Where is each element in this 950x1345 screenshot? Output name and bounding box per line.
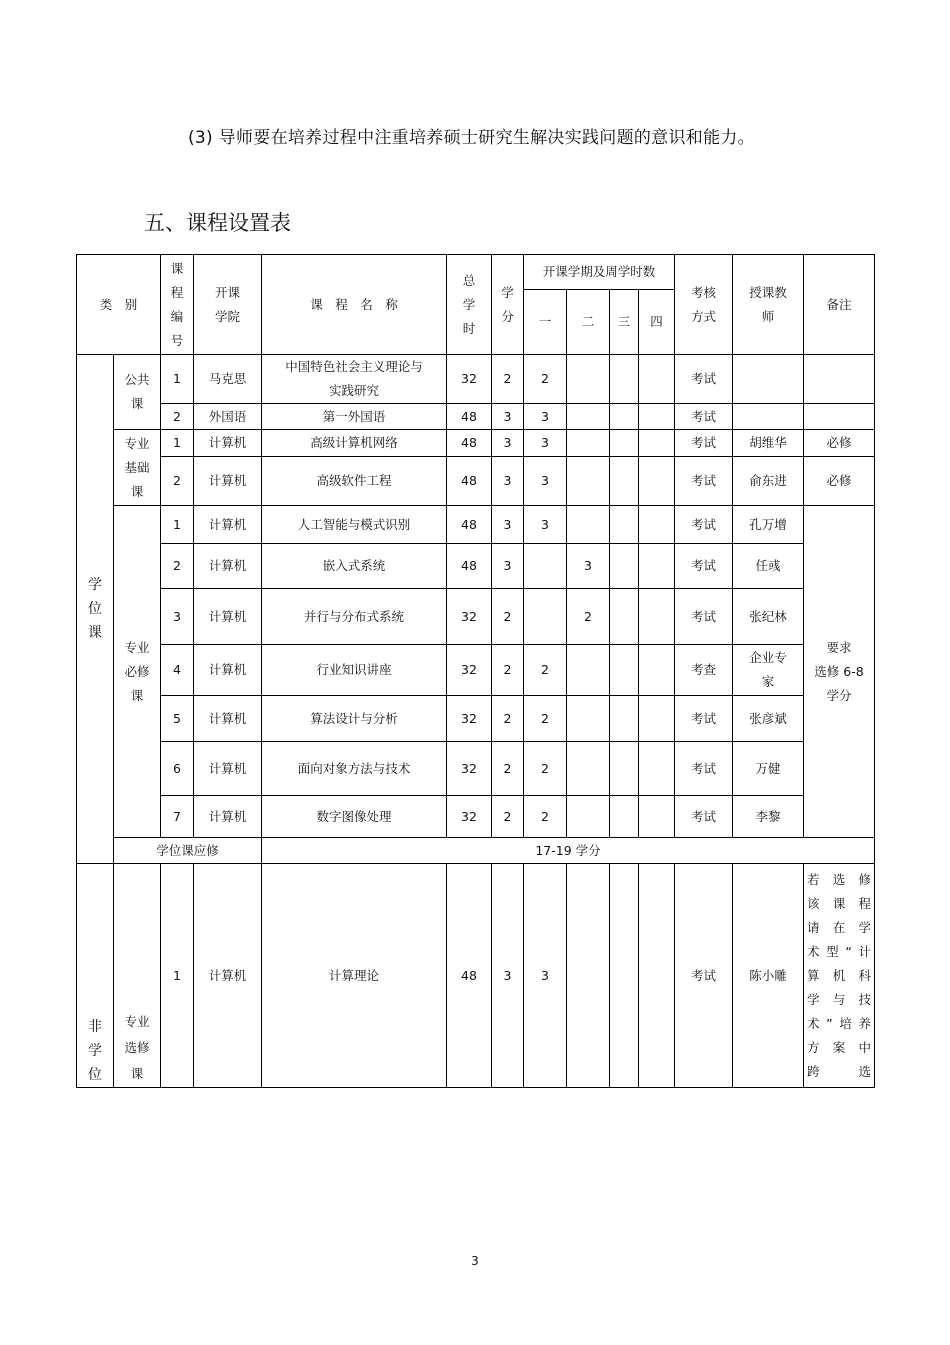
cell-course-name	[262, 355, 447, 404]
cell-college: 计算机	[194, 696, 262, 742]
cell-line: 嵌入式系统	[322, 558, 386, 573]
cell-semester-2-hours	[567, 796, 610, 838]
table-row	[77, 404, 875, 430]
text-line: 号	[170, 332, 184, 348]
header-semester-4: 四	[639, 290, 675, 355]
text-line: 开课	[214, 284, 240, 300]
text-line: 选修 6-8	[814, 663, 864, 679]
cell-semester-3-hours	[610, 696, 639, 742]
header-category: 类 别	[77, 255, 161, 355]
text-line: 位	[88, 1067, 102, 1083]
cell-total-hours: 32	[447, 696, 492, 742]
cell-line: 陈小雕	[749, 967, 787, 983]
cell-credits: 2	[492, 742, 524, 796]
header-total-hours	[447, 255, 492, 355]
text-line: 方式	[690, 308, 716, 324]
cell-line: 行业知识讲座	[316, 662, 392, 677]
cell-exam-method: 考试	[675, 355, 733, 404]
cell-course-code: 4	[161, 645, 194, 696]
cell-semester-4-hours	[639, 645, 675, 696]
cell-line: 高级计算机网络	[310, 435, 398, 450]
cell-semester-1-hours: 2	[524, 742, 567, 796]
cell-semester-1-hours: 3	[524, 404, 567, 430]
cell-course-name	[262, 645, 447, 696]
cell-line: 任彧	[755, 558, 781, 573]
cell-line: 若选修	[807, 871, 871, 887]
cell-line: 第一外国语	[322, 408, 386, 424]
cell-teacher	[733, 696, 804, 742]
text-line: 课	[170, 260, 184, 276]
cell-course-name	[262, 457, 447, 506]
cell-college: 计算机	[194, 506, 262, 544]
degree-total-row	[77, 838, 875, 864]
text-line: 课	[130, 1066, 144, 1081]
cell-course-code: 5	[161, 696, 194, 742]
header-code	[161, 255, 194, 355]
text-line: 学	[88, 1043, 102, 1059]
cell-semester-3-hours	[610, 864, 639, 1088]
table-row	[77, 796, 875, 838]
cell-line: 术型“计	[807, 943, 871, 959]
cell-course-name	[262, 796, 447, 838]
cell-semester-2-hours: 3	[567, 544, 610, 589]
cell-line: 并行与分布式系统	[303, 608, 404, 624]
cell-credits: 3	[492, 544, 524, 589]
cell-teacher	[733, 506, 804, 544]
text-line: 时	[462, 320, 476, 336]
cell-semester-1-hours	[524, 544, 567, 589]
header-remark: 备注	[804, 255, 875, 355]
cell-semester-3-hours	[610, 589, 639, 645]
cell-semester-1-hours: 3	[524, 864, 567, 1088]
degree-total-value: 17-19 学分	[262, 838, 875, 864]
cell-course-code: 1	[161, 506, 194, 544]
table-row	[77, 506, 875, 544]
header-teacher	[733, 255, 804, 355]
text-line: 课	[130, 687, 144, 703]
table-row	[77, 645, 875, 696]
table-row	[77, 742, 875, 796]
cell-teacher	[733, 864, 804, 1088]
cell-semester-4-hours	[639, 506, 675, 544]
cell-course-name	[262, 506, 447, 544]
cell-college: 计算机	[194, 589, 262, 645]
text-line: 专业	[124, 639, 150, 655]
cell-line: 万健	[755, 760, 781, 776]
cell-credits: 3	[492, 864, 524, 1088]
cell-total-hours: 32	[447, 589, 492, 645]
text-line: 授课教	[749, 284, 787, 300]
cell-exam-method: 考试	[675, 796, 733, 838]
text-line: 专业	[124, 435, 150, 451]
text-line: 课	[130, 396, 144, 411]
cell-total-hours: 32	[447, 742, 492, 796]
cell-exam-method: 考试	[675, 864, 733, 1088]
text-line: 学	[501, 284, 514, 300]
cell-teacher	[733, 742, 804, 796]
text-line: 课	[88, 625, 102, 641]
table-row	[77, 457, 875, 506]
cell-credits: 2	[492, 355, 524, 404]
table-row	[77, 430, 875, 457]
cell-line: 跨选	[807, 1063, 871, 1079]
cell-total-hours: 48	[447, 506, 492, 544]
text-line: 考核	[690, 284, 716, 300]
cell-course-code: 7	[161, 796, 194, 838]
header-college	[194, 255, 262, 355]
cell-total-hours: 32	[447, 355, 492, 404]
intro-paragraph: (3) 导师要在培养过程中注重培养硕士研究生解决实践问题的意识和能力。	[188, 128, 755, 148]
cell-semester-1-hours: 3	[524, 430, 567, 457]
cell-semester-3-hours	[610, 355, 639, 404]
cell-teacher	[733, 404, 804, 430]
cell-semester-2-hours	[567, 506, 610, 544]
cell-exam-method: 考试	[675, 589, 733, 645]
cell-exam-method: 考试	[675, 696, 733, 742]
cell-remark	[804, 355, 875, 404]
text-line: 学	[88, 577, 102, 593]
cell-exam-method: 考试	[675, 457, 733, 506]
cell-college: 计算机	[194, 645, 262, 696]
cell-line: 张纪林	[749, 608, 787, 624]
header-semester-2: 二	[567, 290, 610, 355]
cell-semester-3-hours	[610, 645, 639, 696]
cell-semester-4-hours	[639, 696, 675, 742]
cell-college: 计算机	[194, 430, 262, 457]
cell-credits: 3	[492, 430, 524, 457]
cell-line: 该课程	[807, 895, 871, 911]
text-line: 必修	[124, 663, 150, 679]
cell-semester-3-hours	[610, 404, 639, 430]
cell-college: 马克思	[194, 355, 262, 404]
cell-semester-1-hours: 3	[524, 506, 567, 544]
cell-exam-method: 考试	[675, 544, 733, 589]
cell-exam-method: 考试	[675, 404, 733, 430]
cell-course-name	[262, 404, 447, 430]
group-non-degree-course	[77, 864, 114, 1088]
group-basic-course	[114, 430, 161, 506]
cell-semester-3-hours	[610, 544, 639, 589]
cell-exam-method: 考试	[675, 506, 733, 544]
cell-line: 计算理论	[328, 967, 379, 983]
text-line: 课	[130, 483, 144, 499]
cell-line: 算机科	[807, 967, 871, 983]
cell-total-hours: 48	[447, 404, 492, 430]
text-line: 总	[462, 272, 476, 288]
cell-semester-2-hours	[567, 645, 610, 696]
cell-semester-1-hours: 2	[524, 796, 567, 838]
table-row	[77, 864, 875, 1088]
header-semester-title: 开课学期及周学时数	[524, 255, 675, 290]
cell-teacher	[733, 355, 804, 404]
cell-course-name	[262, 589, 447, 645]
cell-semester-4-hours	[639, 355, 675, 404]
cell-course-name	[262, 696, 447, 742]
cell-total-hours: 48	[447, 544, 492, 589]
header-exam-method	[675, 255, 733, 355]
cell-exam-method: 考试	[675, 742, 733, 796]
cell-semester-4-hours	[639, 544, 675, 589]
cell-line: 人工智能与模式识别	[297, 516, 411, 532]
cell-remark	[804, 404, 875, 430]
cell-college: 计算机	[194, 457, 262, 506]
cell-semester-4-hours	[639, 430, 675, 457]
cell-line: 数字图像处理	[316, 808, 392, 824]
cell-semester-2-hours	[567, 355, 610, 404]
text-line: 专业	[124, 1014, 150, 1029]
text-line: 师	[761, 308, 775, 324]
table-row	[77, 589, 875, 645]
cell-line: 算法设计与分析	[310, 710, 398, 726]
cell-semester-3-hours	[610, 430, 639, 457]
text-line: 公共	[124, 372, 150, 387]
cell-line: 企业专	[749, 650, 787, 665]
cell-line: 家	[761, 674, 775, 689]
group-required-course	[114, 506, 161, 838]
header-credit	[492, 255, 524, 355]
cell-semester-3-hours	[610, 742, 639, 796]
cell-line: 俞东进	[749, 473, 787, 488]
cell-college: 计算机	[194, 544, 262, 589]
cell-credits: 2	[492, 645, 524, 696]
page-number: 3	[471, 1254, 479, 1268]
cell-semester-2-hours	[567, 404, 610, 430]
group-degree-course	[77, 355, 114, 864]
cell-course-code: 1	[161, 430, 194, 457]
cell-credits: 2	[492, 796, 524, 838]
cell-semester-3-hours	[610, 506, 639, 544]
text-line: 学	[462, 296, 476, 312]
text-line: 分	[501, 308, 514, 324]
cell-total-hours: 48	[447, 457, 492, 506]
cell-remark: 必修	[804, 457, 875, 506]
cell-semester-2-hours	[567, 696, 610, 742]
cell-course-code: 6	[161, 742, 194, 796]
cell-course-code: 2	[161, 544, 194, 589]
required-remark	[804, 506, 875, 838]
cell-college: 计算机	[194, 742, 262, 796]
cell-semester-4-hours	[639, 404, 675, 430]
cell-semester-4-hours	[639, 796, 675, 838]
text-line: 学分	[826, 687, 852, 703]
cell-course-name	[262, 544, 447, 589]
group-public-course	[114, 355, 161, 430]
text-line: 编	[170, 308, 184, 324]
cell-semester-2-hours	[567, 457, 610, 506]
cell-semester-2-hours	[567, 742, 610, 796]
cell-course-code: 3	[161, 589, 194, 645]
cell-college: 计算机	[194, 796, 262, 838]
cell-course-name	[262, 864, 447, 1088]
cell-credits: 2	[492, 589, 524, 645]
cell-semester-1-hours: 2	[524, 355, 567, 404]
degree-total-label: 学位课应修	[114, 838, 262, 864]
table-row	[77, 544, 875, 589]
cell-credits: 3	[492, 457, 524, 506]
cell-credits: 2	[492, 696, 524, 742]
section-title: 五、课程设置表	[144, 211, 291, 235]
cell-course-code: 1	[161, 355, 194, 404]
text-line: 选修	[124, 1040, 150, 1055]
cell-semester-4-hours	[639, 457, 675, 506]
cell-semester-1-hours: 2	[524, 696, 567, 742]
cell-total-hours: 48	[447, 864, 492, 1088]
cell-course-code: 1	[161, 864, 194, 1088]
cell-college: 计算机	[194, 864, 262, 1088]
cell-teacher	[733, 457, 804, 506]
cell-credits: 3	[492, 506, 524, 544]
course-table	[76, 254, 875, 1088]
cell-line: 学与技	[807, 991, 871, 1007]
cell-total-hours: 32	[447, 796, 492, 838]
cell-college: 外国语	[194, 404, 262, 430]
group-elective-course	[114, 864, 161, 1088]
cell-credits: 3	[492, 404, 524, 430]
table-row	[77, 355, 875, 404]
cell-teacher	[733, 645, 804, 696]
cell-course-name	[262, 742, 447, 796]
cell-semester-2-hours	[567, 430, 610, 457]
cell-teacher	[733, 430, 804, 457]
cell-semester-1-hours: 3	[524, 457, 567, 506]
cell-line: 实践研究	[328, 383, 379, 398]
cell-exam-method: 考试	[675, 430, 733, 457]
cell-teacher	[733, 589, 804, 645]
cell-course-name	[262, 430, 447, 457]
cell-semester-4-hours	[639, 589, 675, 645]
cell-line: 中国特色社会主义理论与	[285, 359, 423, 374]
cell-course-code: 2	[161, 404, 194, 430]
cell-line: 李黎	[755, 808, 781, 824]
cell-line: 方案中	[807, 1039, 871, 1055]
text-line: 基础	[124, 459, 150, 475]
cell-exam-method: 考查	[675, 645, 733, 696]
header-semester-1: 一	[524, 290, 567, 355]
text-line: 位	[88, 601, 102, 617]
cell-semester-3-hours	[610, 457, 639, 506]
cell-line: 请在学	[807, 919, 871, 935]
cell-total-hours: 32	[447, 645, 492, 696]
text-line: 非	[88, 1019, 102, 1035]
cell-semester-3-hours	[610, 796, 639, 838]
cell-line: 胡维华	[749, 435, 787, 450]
cell-semester-2-hours	[567, 864, 610, 1088]
cell-line: 孔万增	[749, 516, 787, 532]
cell-line: 高级软件工程	[316, 473, 392, 488]
cell-semester-1-hours	[524, 589, 567, 645]
cell-semester-2-hours: 2	[567, 589, 610, 645]
table-row	[77, 696, 875, 742]
cell-remark: 必修	[804, 430, 875, 457]
cell-teacher	[733, 796, 804, 838]
cell-line: 术”培养	[807, 1015, 871, 1031]
cell-course-code: 2	[161, 457, 194, 506]
text-line: 程	[170, 284, 184, 300]
text-line: 要求	[826, 639, 852, 655]
header-semester-3: 三	[610, 290, 639, 355]
header-course-name: 课 程 名 称	[262, 255, 447, 355]
cell-semester-4-hours	[639, 742, 675, 796]
cell-line: 张彦斌	[749, 710, 787, 726]
cell-semester-1-hours: 2	[524, 645, 567, 696]
cell-total-hours: 48	[447, 430, 492, 457]
text-line: 学院	[214, 308, 240, 324]
cell-teacher	[733, 544, 804, 589]
cell-line: 面向对象方法与技术	[297, 760, 411, 776]
cell-remark	[804, 864, 875, 1088]
cell-semester-4-hours	[639, 864, 675, 1088]
